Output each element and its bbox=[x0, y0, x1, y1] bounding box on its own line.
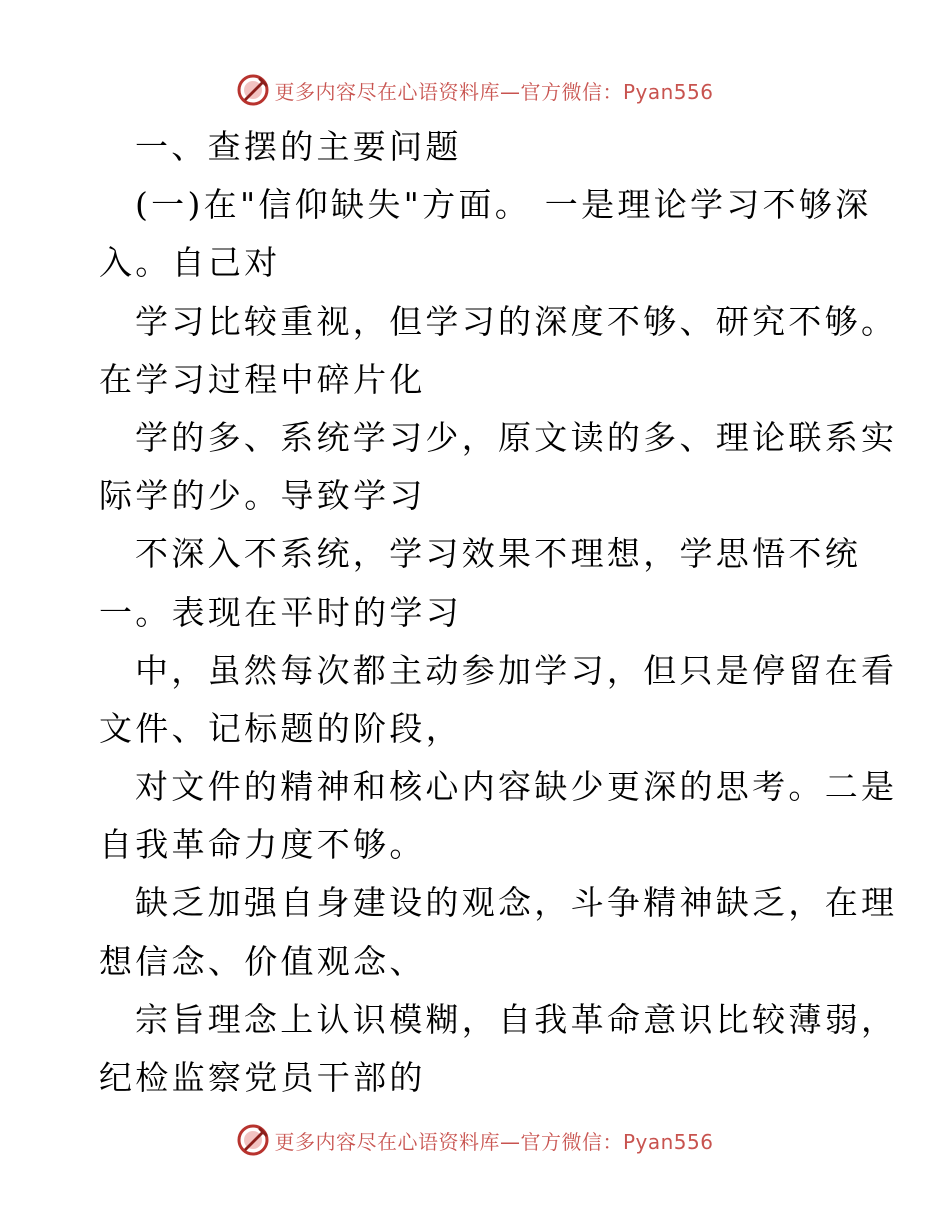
watermark-text: 更多内容尽在心语资料库—官方微信：Pyan556 bbox=[274, 79, 714, 104]
watermark-text: 更多内容尽在心语资料库—官方微信：Pyan556 bbox=[274, 1129, 714, 1154]
text-line-13: 自我革命力度不够。 bbox=[99, 825, 426, 865]
text-line-3: 入。自己对 bbox=[99, 243, 281, 283]
text-line-6: 学的多、系统学习少，原文读的多、理论联系实 bbox=[135, 417, 898, 457]
text-line-16: 宗旨理念上认识模糊，自我革命意识比较薄弱， bbox=[135, 999, 898, 1039]
text-line-14: 缺乏加强自身建设的观念，斗争精神缺乏，在理 bbox=[135, 883, 898, 923]
text-line-8: 不深入不系统，学习效果不理想，学思悟不统 bbox=[135, 534, 861, 574]
text-line-17: 纪检监察党员干部的 bbox=[99, 1058, 426, 1097]
text-line-7: 际学的少。导致学习 bbox=[99, 476, 426, 516]
brand-logo-icon bbox=[236, 1123, 270, 1157]
document-body bbox=[99, 118, 898, 1107]
text-line-12: 对文件的精神和核心内容缺少更深的思考。二是 bbox=[135, 767, 898, 807]
text-line-4: 学习比较重视，但学习的深度不够、研究不够。 bbox=[135, 301, 898, 341]
text-line-5: 在学习过程中碎片化 bbox=[99, 359, 426, 399]
text-line-1: 一、查摆的主要问题 bbox=[135, 127, 462, 166]
header-watermark bbox=[0, 70, 950, 110]
text-line-11: 文件、记标题的阶段， bbox=[99, 708, 462, 748]
text-line-9: 一。表现在平时的学习 bbox=[99, 592, 462, 632]
text-line-10: 中，虽然每次都主动参加学习，但只是停留在看 bbox=[135, 650, 898, 690]
text-line-2: (一)在"信仰缺失"方面。 一是理论学习不够深 bbox=[135, 185, 872, 225]
text-line-15: 想信念、价值观念、 bbox=[99, 941, 426, 981]
brand-logo-icon bbox=[236, 73, 270, 107]
footer-watermark bbox=[0, 1120, 950, 1160]
